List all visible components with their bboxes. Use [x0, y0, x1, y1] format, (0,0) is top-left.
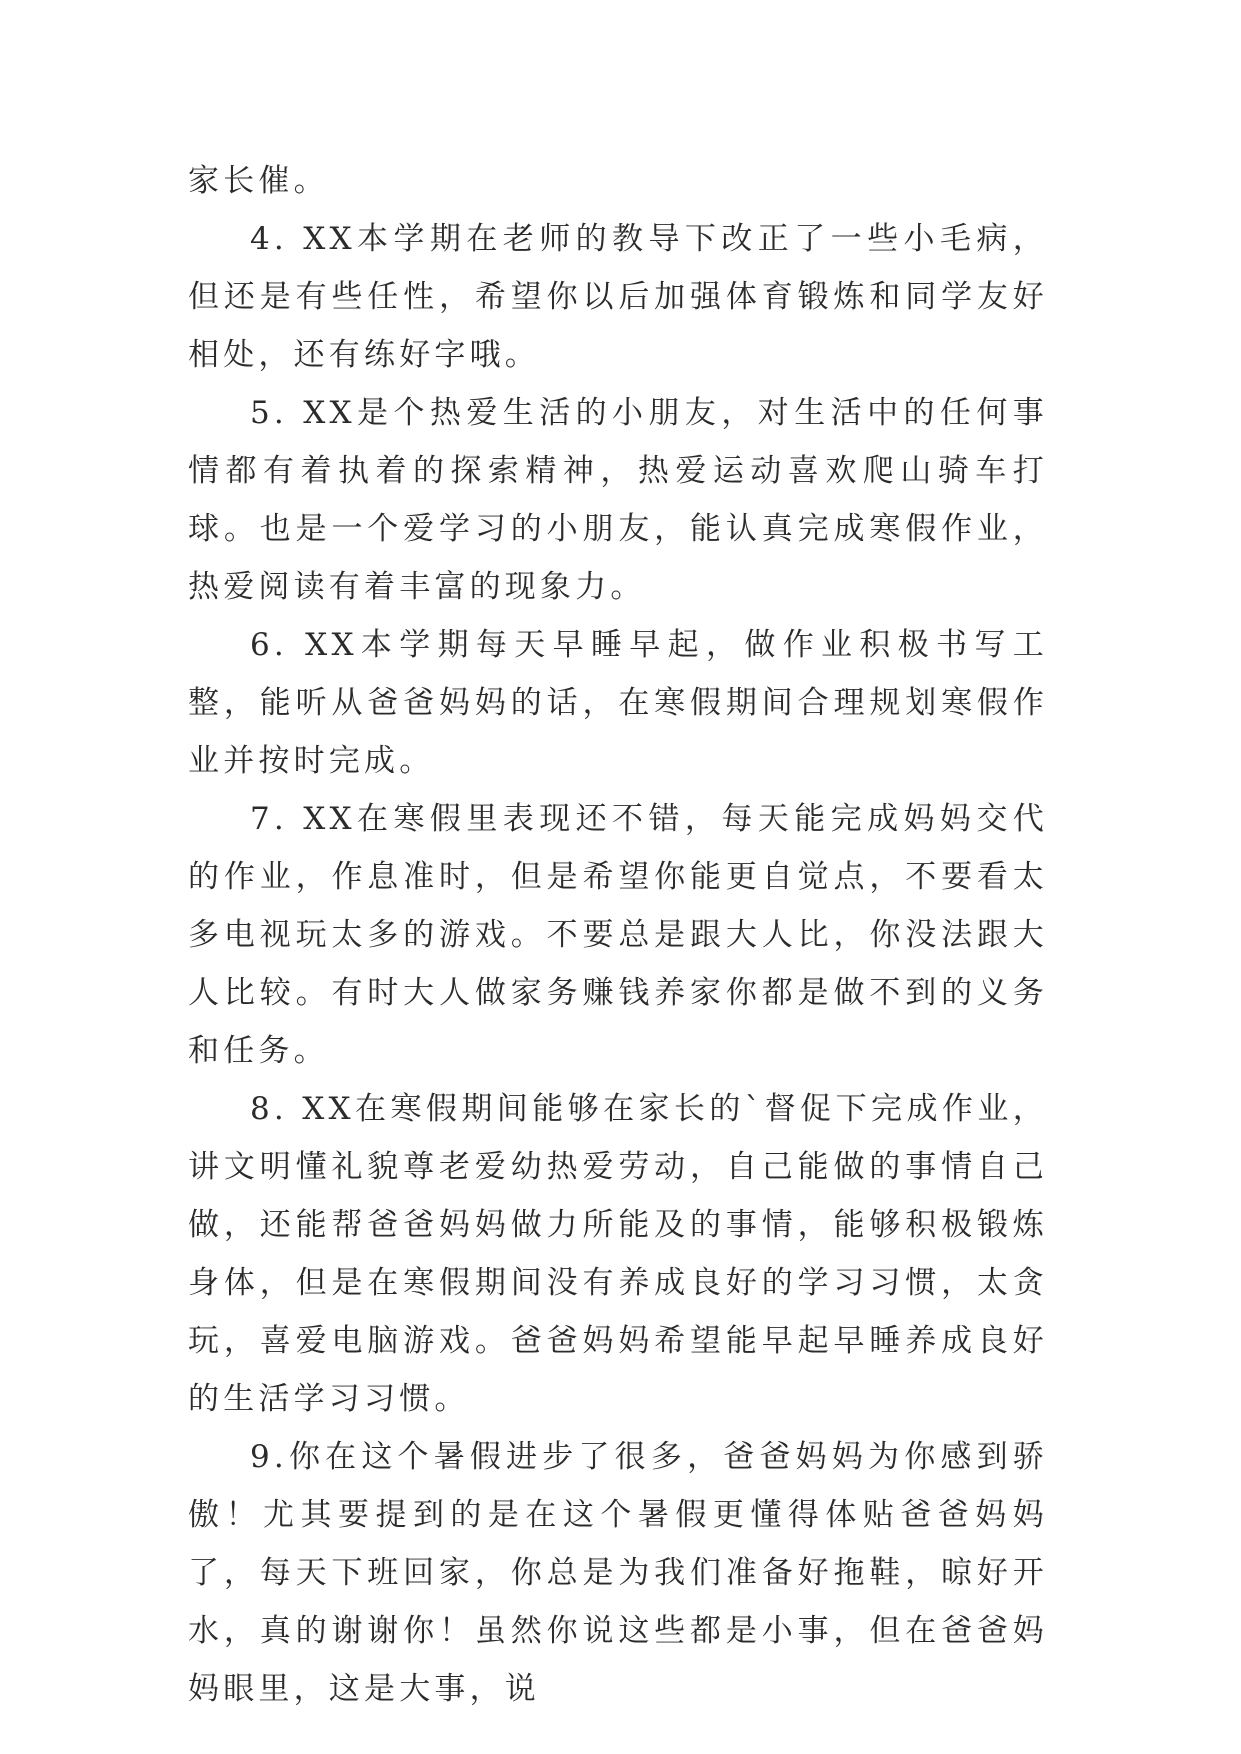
paragraph-item-8: 8. XX在寒假期间能够在家长的`督促下完成作业，讲文明懂礼貌尊老爱幼热爱劳动，自己能做的事情自己做，还能帮爸爸妈妈做力所能及的事情，能够积极锻炼身体，但是在寒假期间没有养成良好的学习习惯，太贪玩，喜爱电脑游戏。爸爸妈妈希望能早起早睡养成良好的生活学习习惯。 [188, 1091, 1048, 1417]
document-body [188, 152, 1048, 1718]
paragraph-item-7: 7. XX在寒假里表现还不错，每天能完成妈妈交代的作业，作息准时，但是希望你能更自觉点，不要看太多电视玩太多的游戏。不要总是跟大人比，你没法跟大人比较。有时大人做家务赚钱养家你都是做不到的义务和任务。 [188, 801, 1048, 1069]
paragraph-item-6: 6. XX本学期每天早睡早起，做作业积极书写工整，能听从爸爸妈妈的话，在寒假期间合理规划寒假作业并按时完成。 [188, 627, 1048, 779]
paragraph-item-9: 9.你在这个暑假进步了很多，爸爸妈妈为你感到骄傲！尤其要提到的是在这个暑假更懂得体贴爸爸妈妈了，每天下班回家，你总是为我们准备好拖鞋，晾好开水，真的谢谢你！虽然你说这些都是小事，但在爸爸妈妈眼里，这是大事，说 [188, 1439, 1048, 1707]
paragraph-item-5: 5. XX是个热爱生活的小朋友，对生活中的任何事情都有着执着的探索精神，热爱运动喜欢爬山骑车打球。也是一个爱学习的小朋友，能认真完成寒假作业，热爱阅读有着丰富的现象力。 [188, 395, 1048, 605]
paragraph-continuation: 家长催。 [188, 163, 329, 199]
paragraph-item-4: 4. XX本学期在老师的教导下改正了一些小毛病，但还是有些任性，希望你以后加强体育锻炼和同学友好相处，还有练好字哦。 [188, 221, 1048, 373]
